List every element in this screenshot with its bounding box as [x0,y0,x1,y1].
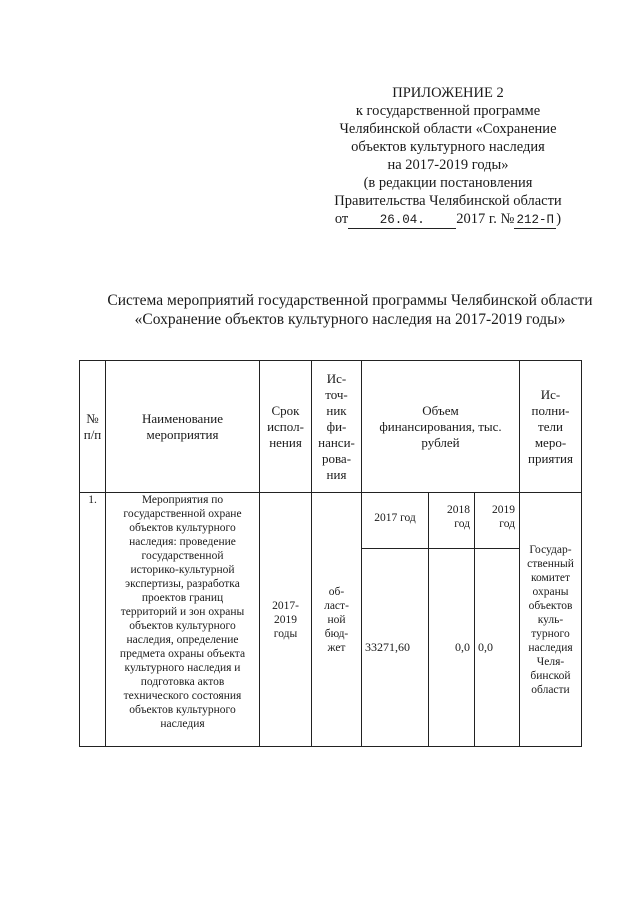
year-2019: 2019 год [475,493,520,549]
appendix-date-line [300,210,596,229]
appendix-header [300,84,596,229]
year-2017: 2017 год [362,493,429,549]
table-header-row [80,361,582,493]
appendix-title: ПРИЛОЖЕНИЕ 2 [392,85,504,101]
document-title-line-2: «Сохранение объектов культурного наследия на 2017-2019 годы» [134,311,566,328]
header-executor: Ис- полни- тели меро- приятия [520,361,582,493]
appendix-line-4: на 2017-2019 годы» [387,157,509,173]
appendix-line-5: (в редакции постановления [363,175,533,191]
value-2019: 0,0 [475,549,520,747]
value-2017: 33271,60 [362,549,429,747]
measures-table [79,360,582,747]
date-prefix: от [334,211,349,227]
header-volume: Объем финансирования, тыс. рублей [362,361,520,493]
document-title-line-1: Система мероприятий государственной программы Челябинской области [107,292,593,309]
row-executor: Государ- ственный комитет охраны объектов куль- турного наследия Челя- бинской области [520,493,582,747]
appendix-line-6: Правительства Челябинской области [334,193,562,209]
appendix-line-1: к государственной программе [355,103,541,119]
appendix-line-2: Челябинской области «Сохранение [339,121,557,137]
header-term: Срок испол- нения [260,361,312,493]
row-number: 1. [80,493,106,747]
row-term: 2017- 2019 годы [260,493,312,747]
appendix-line-3: объектов культурного наследия [351,139,545,155]
date-suffix: ) [556,211,562,227]
table-row [80,493,582,549]
year-2018: 2018 год [429,493,475,549]
date-value: 26.04. [348,213,456,229]
header-source: Ис- точ- ник фи- нанси- рова- ния [312,361,362,493]
resolution-number: 212-П [514,213,556,229]
header-number: № п/п [80,361,106,493]
date-year: 2017 г. № [456,211,515,227]
document-title [60,291,640,329]
value-2018: 0,0 [429,549,475,747]
row-source: об- ласт- ной бюд- жет [312,493,362,747]
row-name: Мероприятия по государственной охране объектов культурного наследия: проведение государственной историко-культурной экспертизы, разработка проектов границ территорий и зон охраны объектов культурного наследия, определение предмета охраны объекта культурного наследия и подготовка актов технического состояния объектов культурного наследия [106,493,260,747]
header-name: Наименование мероприятия [106,361,260,493]
